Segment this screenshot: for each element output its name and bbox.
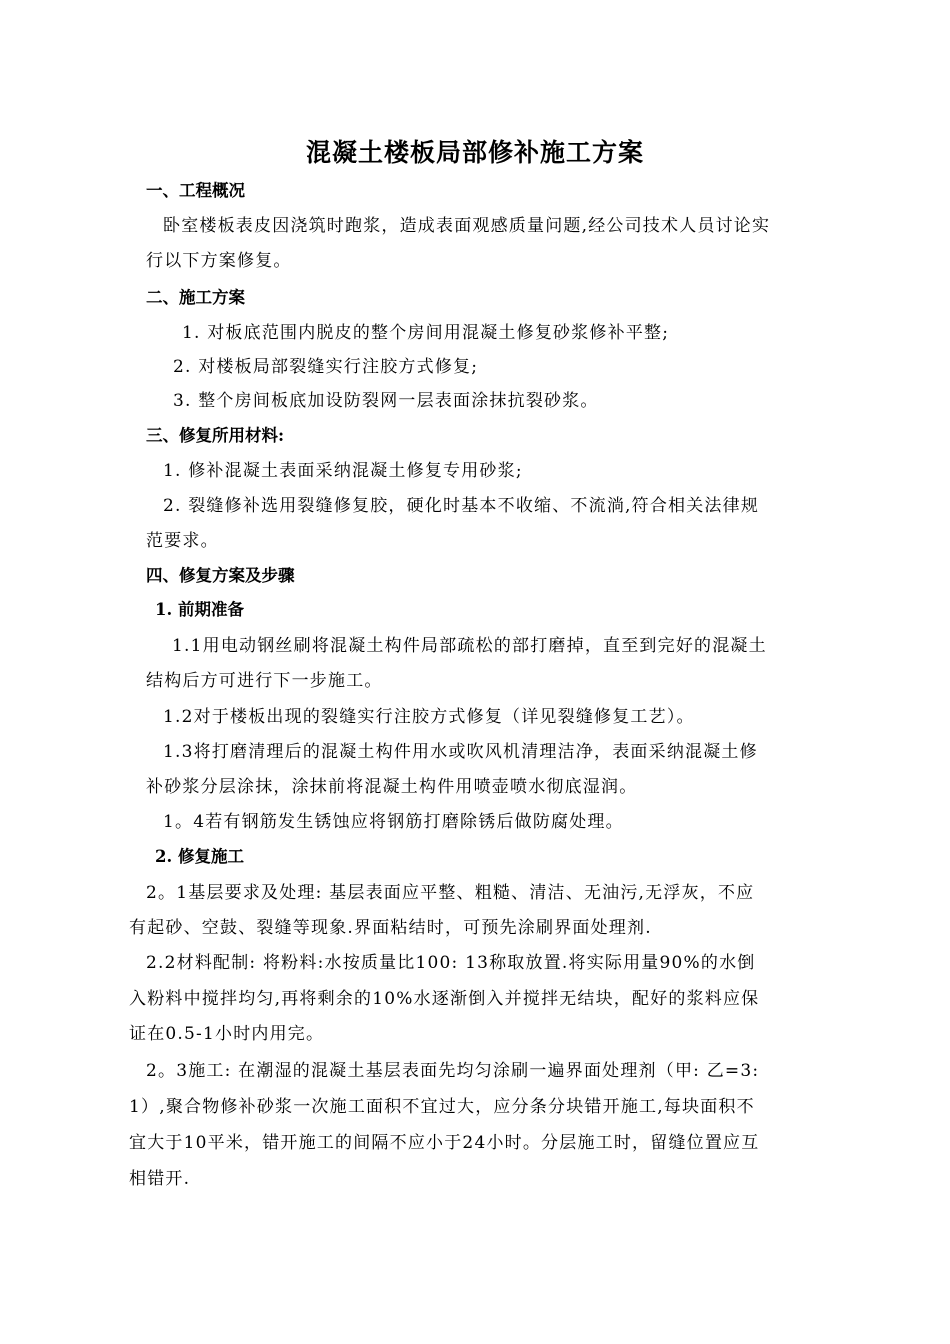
paragraph-line: 补砂浆分层涂抹，涂抹前将混凝土构件用喷壶喷水彻底湿润。 (146, 777, 638, 797)
paragraph-line: 范要求。 (146, 531, 219, 551)
subheading-repair: 2. 修复施工 (155, 847, 244, 866)
paragraph-line: 2。3施工: 在潮湿的混凝土基层表面先均匀涂刷一遍界面处理剂（甲: 乙=3: (146, 1061, 760, 1081)
section-heading-materials: 三、修复所用材料: (146, 426, 285, 445)
paragraph-line: 入粉料中搅拌均匀,再将剩余的10%水逐渐倒入并搅拌无结块，配好的浆料应保 (129, 989, 760, 1009)
paragraph-line: 1。4若有钢筋发生锈蚀应将钢筋打磨除锈后做防腐处理。 (163, 812, 624, 832)
paragraph-line: 证在0.5-1小时内用完。 (129, 1024, 325, 1044)
paragraph-line: 1.2对于楼板出现的裂缝实行注胶方式修复（详见裂缝修复工艺）。 (163, 707, 695, 727)
paragraph-line: 1.1用电动钢丝刷将混凝土构件局部疏松的部打磨掉，直至到完好的混凝土 (172, 636, 767, 656)
section-heading-overview: 一、工程概况 (146, 181, 245, 200)
subheading-preparation: 1. 前期准备 (155, 600, 244, 619)
list-item: 1. 修补混凝土表面采纳混凝土修复专用砂浆; (163, 461, 523, 481)
paragraph-line: 行以下方案修复。 (146, 251, 292, 271)
list-item: 3. 整个房间板底加设防裂网一层表面涂抹抗裂砂浆。 (173, 391, 599, 411)
document-title: 混凝土楼板局部修补施工方案 (305, 138, 644, 167)
paragraph-line: 宜大于10平米，错开施工的间隔不应小于24小时。分层施工时，留缝位置应互 (129, 1133, 760, 1153)
paragraph-line: 1）,聚合物修补砂浆一次施工面积不宜过大，应分条分块错开施工,每块面积不 (129, 1097, 755, 1117)
paragraph-line: 相错开. (129, 1169, 191, 1189)
section-heading-plan: 二、施工方案 (146, 288, 245, 307)
paragraph-line: 2.2材料配制: 将粉料:水按质量比100: 13称取放置.将实际用量90%的水倒 (146, 953, 756, 973)
list-item: 1. 对板底范围内脱皮的整个房间用混凝土修复砂浆修补平整; (182, 323, 670, 343)
list-item: 2. 裂缝修补选用裂缝修复胶，硬化时基本不收缩、不流淌,符合相关法律规 (163, 496, 760, 516)
paragraph-line: 有起砂、空鼓、裂缝等现象.界面粘结时，可预先涂刷界面处理剂. (129, 918, 652, 938)
paragraph-line: 结构后方可进行下一步施工。 (146, 671, 383, 691)
paragraph-line: 1.3将打磨清理后的混凝土构件用水或吹风机清理洁净，表面采纳混凝土修 (163, 742, 758, 762)
paragraph-line: 卧室楼板表皮因浇筑时跑浆，造成表面观感质量问题,经公司技术人员讨论实 (163, 216, 771, 236)
paragraph-line: 2。1基层要求及处理: 基层表面应平整、粗糙、清洁、无油污,无浮灰，不应 (146, 883, 755, 903)
section-heading-steps: 四、修复方案及步骤 (146, 566, 295, 585)
list-item: 2. 对楼板局部裂缝实行注胶方式修复; (173, 357, 479, 377)
